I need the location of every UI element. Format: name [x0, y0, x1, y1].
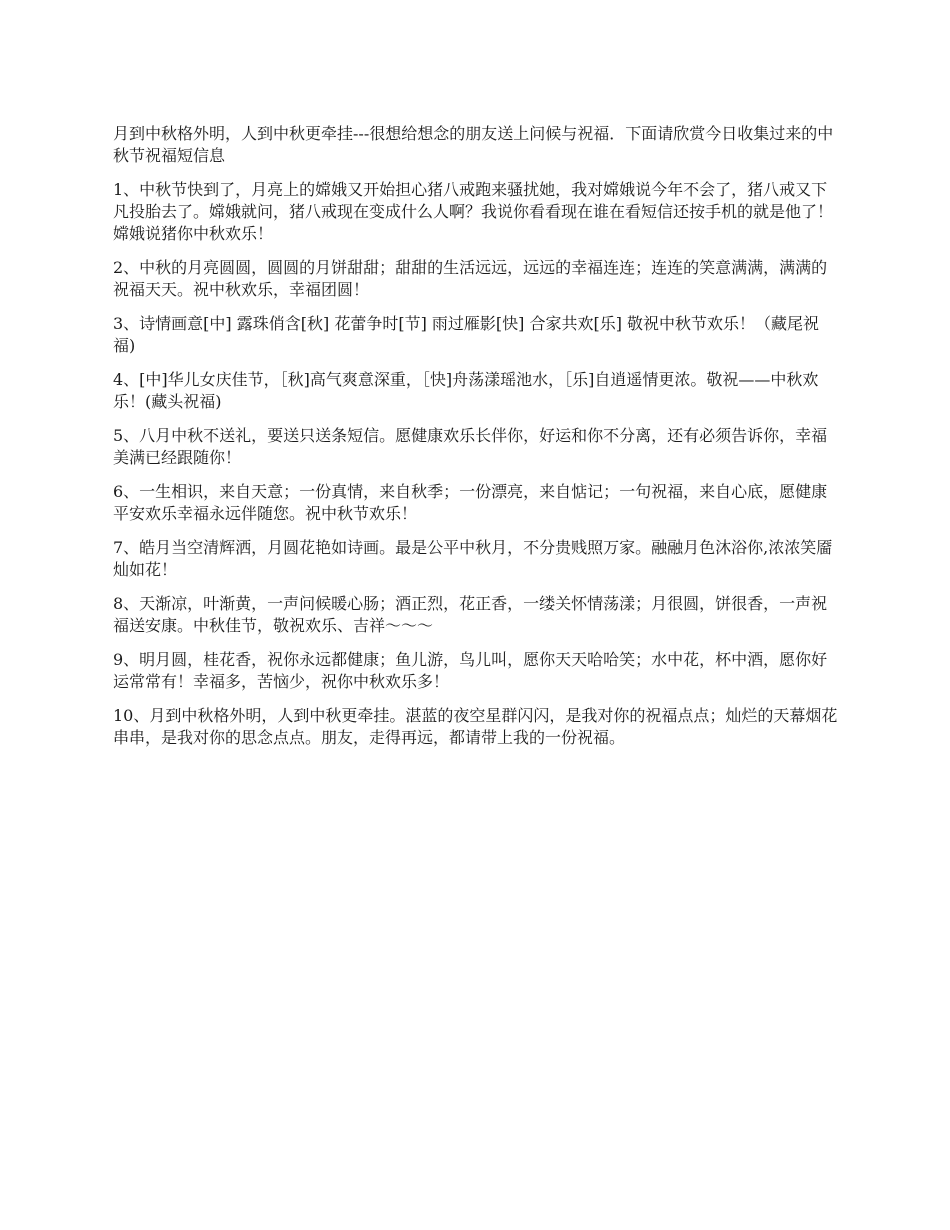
greeting-item-9: 9、明月圆，桂花香，祝你永远都健康；鱼儿游，鸟儿叫，愿你天天哈哈笑；水中花，杯中酒，愿你好运常常有！幸福多，苦恼少，祝你中秋欢乐多！: [113, 650, 828, 691]
greeting-item-5: 5、八月中秋不送礼，要送只送条短信。愿健康欢乐长伴你，好运和你不分离，还有必须告诉你，幸福美满已经跟随你！: [113, 426, 828, 467]
greeting-item-1: 1、中秋节快到了，月亮上的嫦娥又开始担心猪八戒跑来骚扰她，我对嫦娥说今年不会了，猪八戒又下凡投胎去了。嫦娥就问，猪八戒现在变成什么人啊？我说你看看现在谁在看短信还按手机的就是他了！嫦娥说猪你中秋欢乐！: [113, 180, 834, 243]
greeting-item-7: 7、皓月当空清辉洒，月圆花艳如诗画。最是公平中秋月，不分贵贱照万家。融融月色沐浴你,浓浓笑靥灿如花！: [113, 538, 833, 579]
greeting-item-4: 4、[中]华儿女庆佳节，［秋]高气爽意深重，［快]舟荡漾瑶池水，［乐]自逍遥情更浓。敬祝——中秋欢乐！(藏头祝福): [113, 370, 819, 411]
greeting-item-10: 10、月到中秋格外明，人到中秋更牵挂。湛蓝的夜空星群闪闪，是我对你的祝福点点；灿烂的天幕烟花串串，是我对你的思念点点。朋友，走得再远，都请带上我的一份祝福。: [113, 706, 838, 747]
greeting-item-3: 3、诗情画意[中] 露珠俏含[秋] 花蕾争时[节] 雨过雁影[快] 合家共欢[乐] 敬祝中秋节欢乐！（藏尾祝福): [113, 314, 820, 355]
greeting-item-2: 2、中秋的月亮圆圆，圆圆的月饼甜甜；甜甜的生活远远，远远的幸福连连；连连的笑意满满，满满的祝福天天。祝中秋欢乐，幸福团圆！: [113, 258, 828, 299]
intro-paragraph: 月到中秋格外明，人到中秋更牵挂---很想给想念的朋友送上问候与祝福．下面请欣赏今日收集过来的中秋节祝福短信息: [113, 124, 834, 165]
document-body: [113, 123, 839, 761]
greeting-item-6: 6、一生相识，来自天意；一份真情，来自秋季；一份漂亮，来自惦记；一句祝福，来自心底，愿健康平安欢乐幸福永远伴随您。祝中秋节欢乐！: [113, 482, 828, 523]
greeting-item-8: 8、天渐凉，叶渐黄，一声问候暖心肠；酒正烈，花正香，一缕关怀情荡漾；月很圆，饼很香，一声祝福送安康。中秋佳节，敬祝欢乐、吉祥～～～: [113, 594, 828, 635]
